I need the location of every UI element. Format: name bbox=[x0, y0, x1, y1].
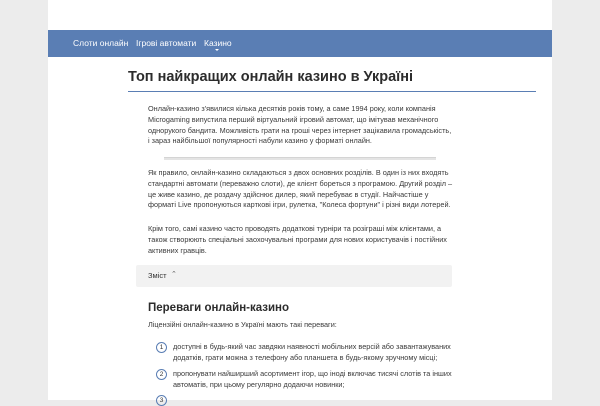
section-divider bbox=[164, 157, 436, 160]
nav-item-slot-machines[interactable]: Ігрові автомати bbox=[136, 38, 197, 48]
toc-label: Зміст bbox=[148, 271, 167, 280]
list-item-text: доступні в будь-який час завдяки наявності мобільних версій або завантажуваних додатків, грати можна з телефону або планшета в будь-якому зручному місці; bbox=[173, 342, 451, 362]
nav-item-slots-online[interactable]: Слоти онлайн bbox=[73, 38, 129, 48]
list-number-badge: 1 bbox=[156, 342, 167, 353]
title-divider bbox=[128, 91, 536, 92]
paragraph-tournaments: Крім того, самі казино часто проводять додаткові турніри та розіграші між клієнтами, а також створюють спеціальні заохочувальні програми для нових користувачів і постійних активних гравців. bbox=[148, 224, 447, 255]
page bbox=[48, 0, 552, 404]
main-nav bbox=[48, 30, 552, 57]
section-heading-advantages: Переваги онлайн-казино bbox=[148, 302, 290, 314]
list-number-badge: 2 bbox=[156, 369, 167, 380]
list-number-badge: 3 bbox=[156, 395, 167, 406]
page-title: Топ найкращих онлайн казино в Україні bbox=[128, 69, 414, 85]
list-item-text: пропонувати найширший асортимент ігор, що іноді включає тисячі слотів та інших автоматів, при цьому регулярно додаючи новинки; bbox=[173, 369, 452, 389]
paragraph-intro: Онлайн-казино з'явилися кілька десятків років тому, а саме 1994 року, коли компанія Microgaming випустила перший віртуальний ігровий автомат, що імітував механічного однорукого бандита. Можливість грати на гроші через інтернет зацікавила громадськість, і зараз найбільшої популярності набули казино у форматі онлайн. bbox=[148, 104, 452, 146]
nav-item-casino[interactable]: Казино bbox=[204, 38, 232, 48]
chevron-up-icon: ⌃ bbox=[171, 271, 177, 278]
advantages-intro: Ліцензійні онлайн-казино в Україні мають такі переваги: bbox=[148, 320, 337, 329]
nav-active-caret-icon bbox=[215, 49, 219, 51]
paragraph-sections: Як правило, онлайн-казино складаються з двох основних розділів. В один із них входять стандартні автомати (переважно слоти), де клієнт бореться з програмою. Другий розділ – це живе казино, де роздачу здійснює дилер, який перебуває в студії. Найчастіше у форматі Live пропонуються карткові ігри, рулетка, "Колеса фортуни" і різні види лотерей. bbox=[148, 168, 453, 210]
table-of-contents-toggle[interactable] bbox=[136, 265, 452, 287]
